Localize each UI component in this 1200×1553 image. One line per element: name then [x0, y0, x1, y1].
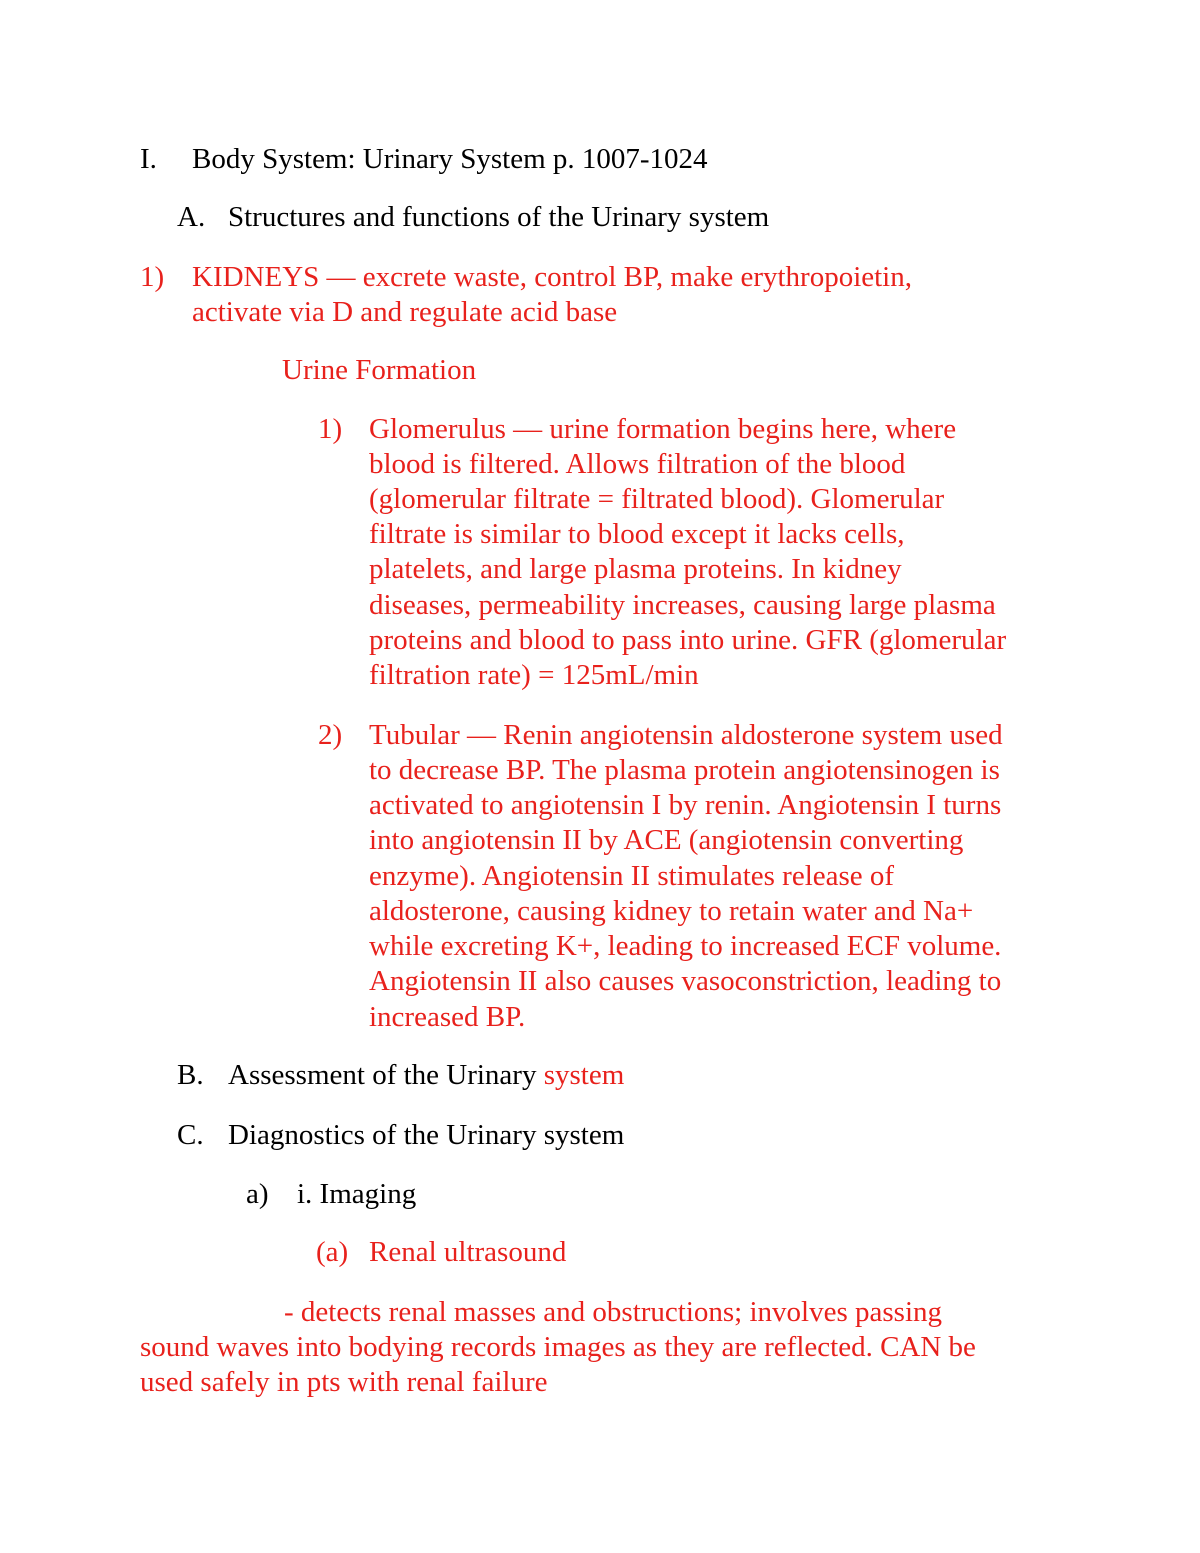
glomerulus-line: diseases, permeability increases, causing large plasma [369, 589, 996, 621]
tubular-line: increased BP. [369, 1001, 526, 1033]
renal-ultrasound-text: Renal ultrasound [369, 1236, 567, 1268]
heading-marker: I. [140, 143, 157, 175]
glomerulus-line: blood is filtered. Allows filtration of the blood [369, 448, 906, 480]
section-b-text: Assessment of the Urinary [228, 1059, 537, 1091]
tubular-line: into angiotensin II by ACE (angiotensin converting [369, 824, 964, 856]
glomerulus-line: (glomerular filtrate = filtrated blood). Glomerular [369, 483, 945, 515]
glomerulus-marker: 1) [318, 413, 343, 445]
glomerulus-line: filtration rate) = 125mL/min [369, 659, 699, 691]
section-b-text-red: system [543, 1059, 625, 1091]
imaging-text: i. Imaging [297, 1178, 417, 1210]
description-line: - detects renal masses and obstructions; involves passing [284, 1296, 943, 1328]
section-c-marker: C. [177, 1119, 204, 1151]
section-a-marker: A. [177, 201, 206, 233]
tubular-line: to decrease BP. The plasma protein angiotensinogen is [369, 754, 1000, 786]
section-a-text: Structures and functions of the Urinary system [228, 201, 770, 233]
urine-formation-title: Urine Formation [282, 354, 477, 386]
tubular-line: aldosterone, causing kidney to retain water and Na+ [369, 895, 974, 927]
section-b-marker: B. [177, 1059, 204, 1091]
glomerulus-line: filtrate is similar to blood except it lacks cells, [369, 518, 905, 550]
imaging-marker: a) [246, 1178, 269, 1210]
tubular-line: Tubular — Renin angiotensin aldosterone system used [369, 719, 1003, 751]
description-line: sound waves into bodying records images as they are reflected. CAN be [140, 1331, 976, 1363]
tubular-line: activated to angiotensin I by renin. Angiotensin I turns [369, 789, 1002, 821]
glomerulus-line: Glomerulus — urine formation begins here, where [369, 413, 957, 445]
description-line: used safely in pts with renal failure [140, 1366, 548, 1398]
tubular-marker: 2) [318, 719, 343, 751]
heading-text: Body System: Urinary System p. 1007-1024 [192, 143, 708, 175]
glomerulus-line: proteins and blood to pass into urine. GFR (glomerular [369, 624, 1007, 656]
section-c-text: Diagnostics of the Urinary system [228, 1119, 625, 1151]
tubular-line: enzyme). Angiotensin II stimulates release of [369, 860, 895, 892]
tubular-line: Angiotensin II also causes vasoconstriction, leading to [369, 965, 1002, 997]
section-b-text-wrap [228, 1058, 624, 1093]
tubular-line: while excreting K+, leading to increased ECF volume. [369, 930, 1002, 962]
kidneys-marker: 1) [140, 261, 165, 293]
kidneys-line: activate via D and regulate acid base [192, 296, 618, 328]
glomerulus-line: platelets, and large plasma proteins. In kidney [369, 553, 902, 585]
renal-ultrasound-marker: (a) [316, 1236, 349, 1268]
kidneys-line: KIDNEYS — excrete waste, control BP, make erythropoietin, [192, 261, 912, 293]
